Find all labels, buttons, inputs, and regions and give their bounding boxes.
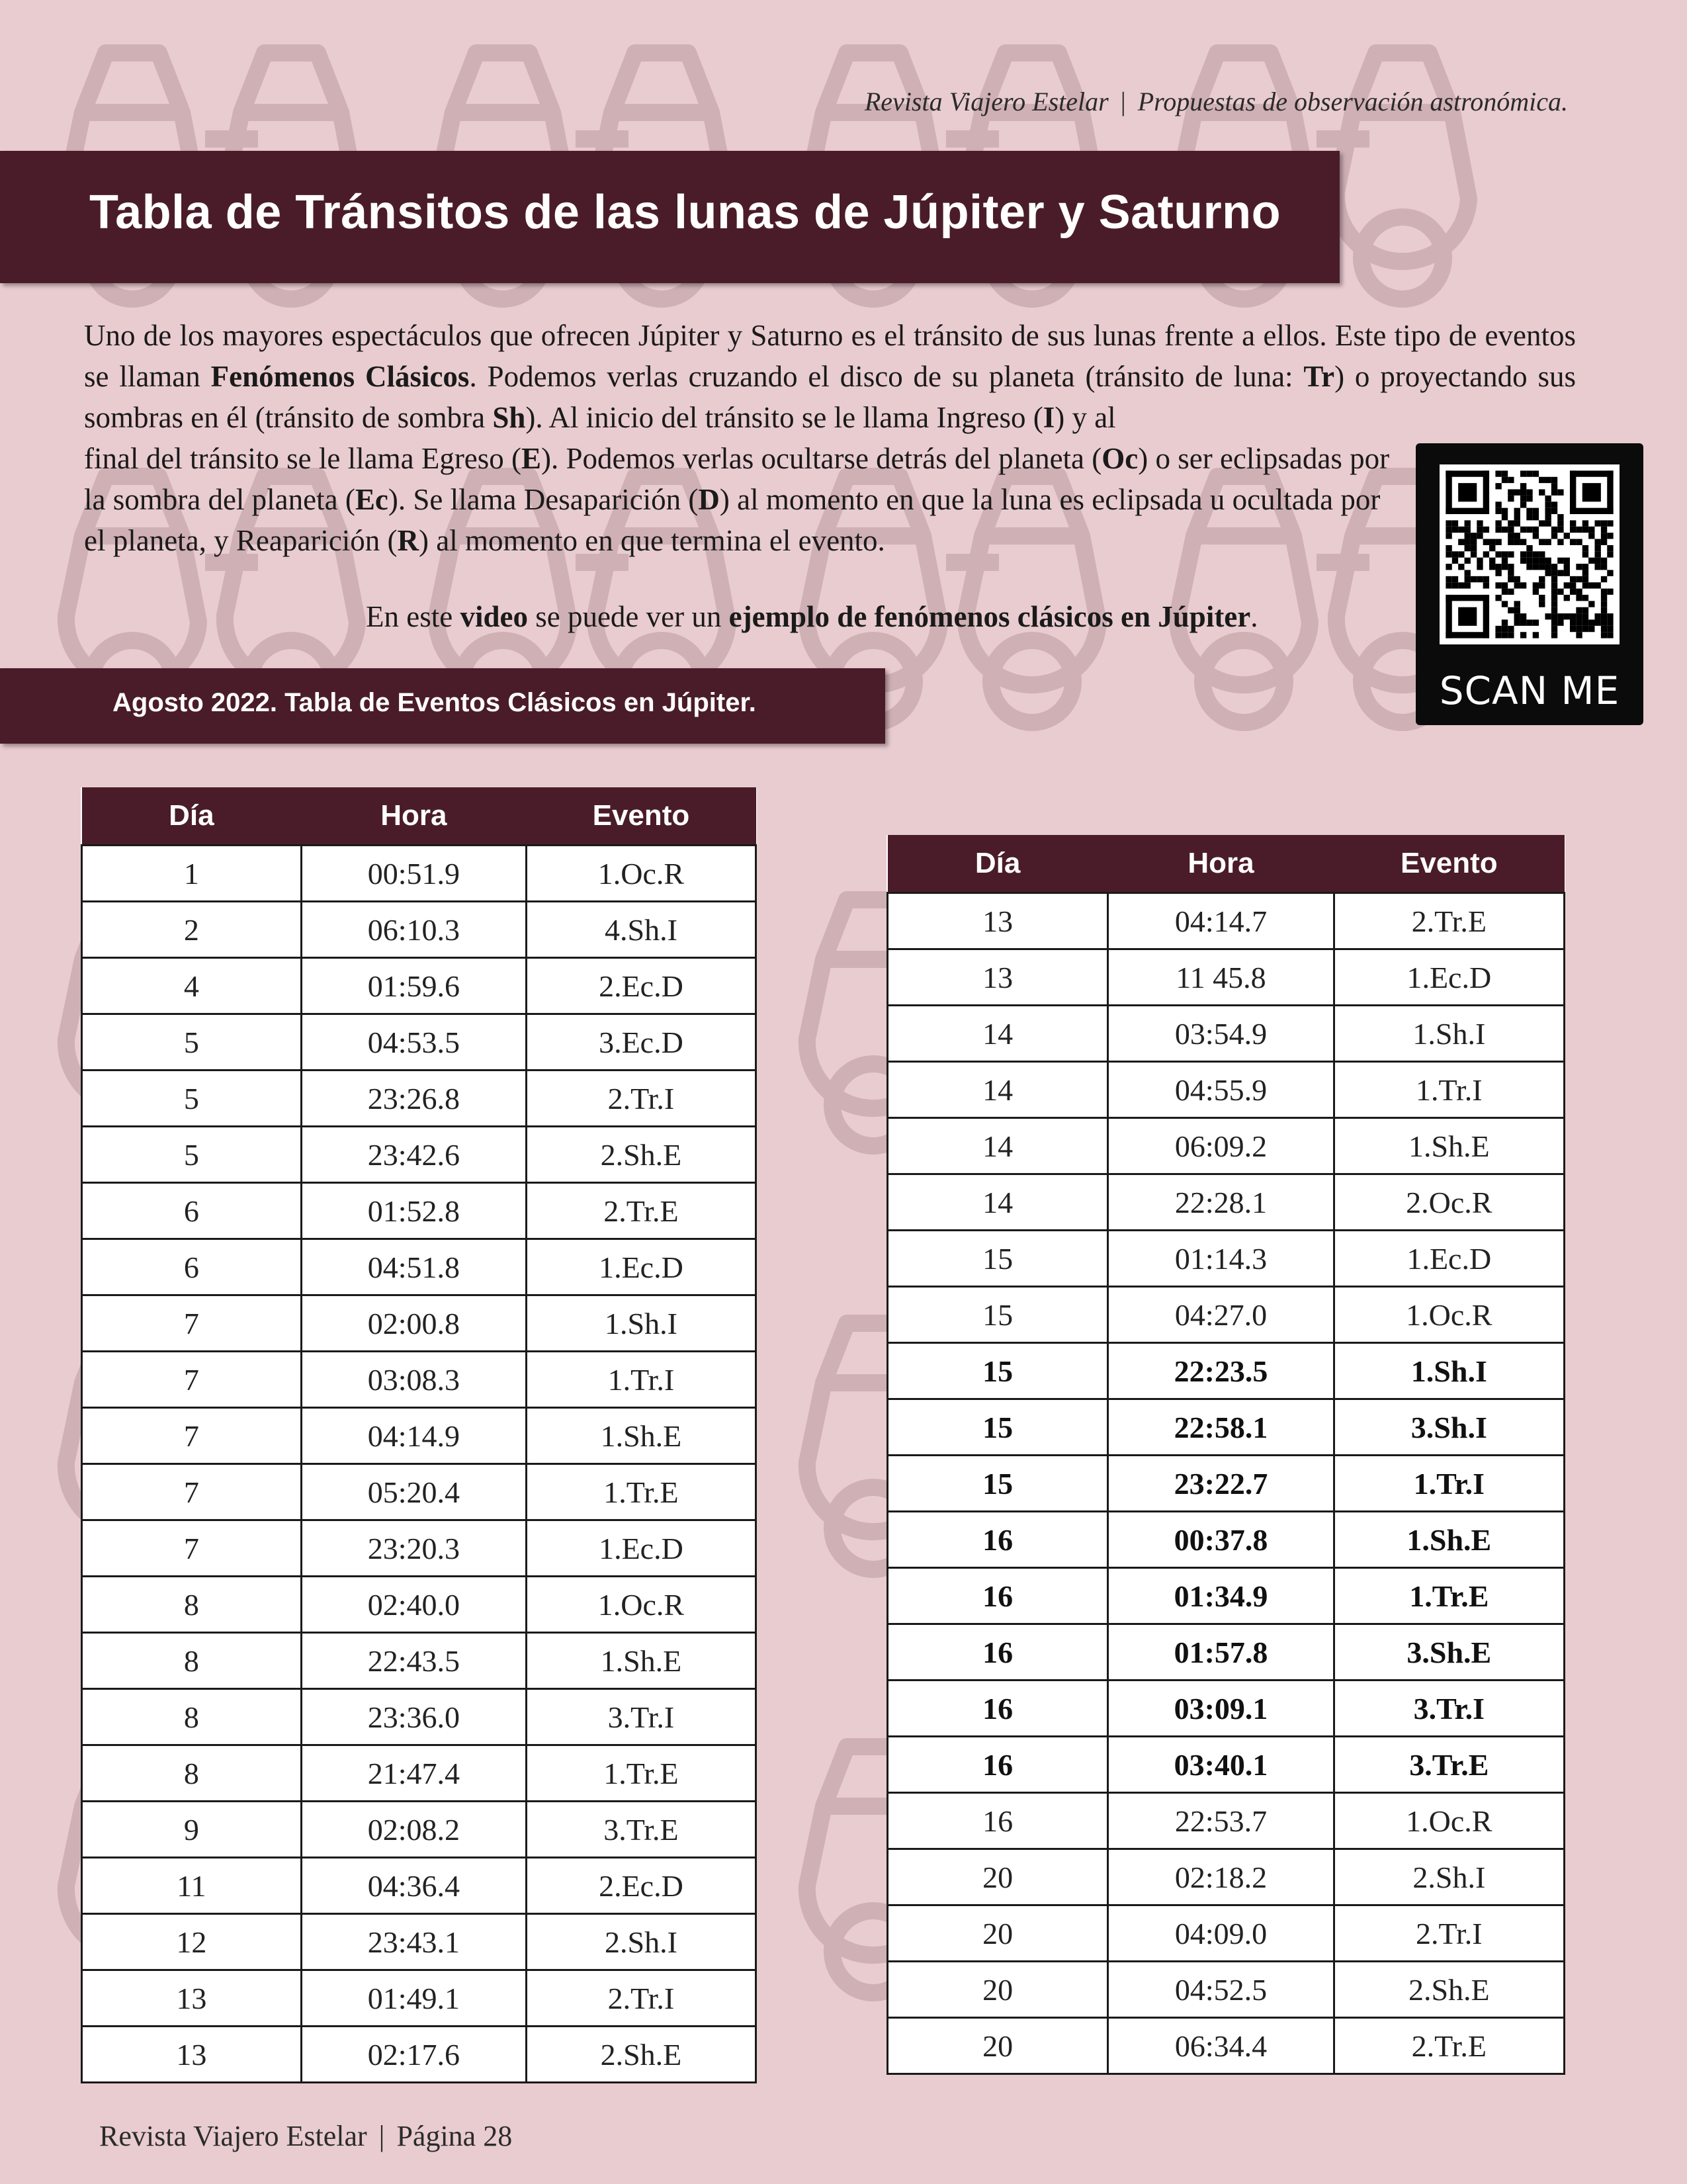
text-run: Uno de los mayores espectáculos que ofrecen Júpiter y Saturno es el tránsito de sus lunas frente a ellos. Este tipo de eventos se llaman	[84, 319, 1576, 393]
cell-evento: 2.Sh.E	[526, 1127, 756, 1183]
cell-evento: 3.Tr.E	[526, 1802, 756, 1858]
qr-code[interactable]	[1416, 443, 1643, 725]
cell-hora: 04:09.0	[1108, 1905, 1334, 1962]
cell-dia: 15	[888, 1231, 1108, 1287]
footer-separator: |	[378, 2120, 385, 2152]
cell-dia: 15	[888, 1343, 1108, 1399]
cell-dia: 14	[888, 1062, 1108, 1118]
cell-dia: 14	[888, 1118, 1108, 1174]
cell-evento: 1.Sh.E	[1334, 1118, 1564, 1174]
cell-dia: 16	[888, 1512, 1108, 1568]
cell-dia: 20	[888, 1905, 1108, 1962]
cell-evento: 2.Tr.I	[1334, 1905, 1564, 1962]
cell-evento: 1.Sh.I	[1334, 1343, 1564, 1399]
cell-dia: 13	[888, 949, 1108, 1006]
table-row	[82, 1014, 756, 1070]
cell-evento: 1.Tr.I	[526, 1352, 756, 1408]
table-row	[888, 2018, 1565, 2074]
cell-evento: 2.Tr.E	[1334, 893, 1564, 949]
cell-hora: 02:18.2	[1108, 1849, 1334, 1905]
cell-dia: 16	[888, 1624, 1108, 1681]
column-header-dia: Día	[82, 787, 302, 846]
intro-paragraph-1	[84, 315, 1576, 438]
cell-evento: 3.Ec.D	[526, 1014, 756, 1070]
cell-hora: 23:26.8	[301, 1070, 526, 1127]
cell-dia: 15	[888, 1287, 1108, 1343]
cell-hora: 03:08.3	[301, 1352, 526, 1408]
cell-hora: 23:20.3	[301, 1520, 526, 1577]
cell-hora: 02:00.8	[301, 1295, 526, 1352]
cell-hora: 01:14.3	[1108, 1231, 1334, 1287]
cell-dia: 7	[82, 1352, 302, 1408]
cell-hora: 22:28.1	[1108, 1174, 1334, 1231]
abbr-i: I	[1043, 401, 1055, 434]
text-run: ). Podemos verlas ocultarse detrás del planeta (	[541, 442, 1102, 475]
table-row	[82, 958, 756, 1014]
table-row	[888, 1568, 1565, 1624]
running-header	[865, 86, 1568, 117]
cell-hora: 06:09.2	[1108, 1118, 1334, 1174]
cell-evento: 1.Oc.R	[1334, 1287, 1564, 1343]
column-header-evento: Evento	[526, 787, 756, 846]
cell-evento: 2.Sh.I	[1334, 1849, 1564, 1905]
table-row	[888, 893, 1565, 949]
table-row	[82, 1352, 756, 1408]
table-row	[82, 1464, 756, 1520]
cell-evento: 1.Tr.I	[1334, 1456, 1564, 1512]
cell-evento: 1.Sh.I	[526, 1295, 756, 1352]
section-title: Agosto 2022. Tabla de Eventos Clásicos en Júpiter.	[112, 688, 756, 717]
cell-dia: 20	[888, 1849, 1108, 1905]
cell-dia: 5	[82, 1014, 302, 1070]
abbr-r: R	[397, 524, 419, 557]
cell-dia: 15	[888, 1399, 1108, 1456]
cell-dia: 16	[888, 1737, 1108, 1793]
table-header-row	[82, 787, 756, 846]
text-run: ) o ser eclipsadas por la sombra del planeta (	[84, 442, 1390, 516]
cell-dia: 9	[82, 1802, 302, 1858]
abbr-ec: Ec	[355, 483, 388, 516]
table-row	[888, 1287, 1565, 1343]
cell-dia: 20	[888, 2018, 1108, 2074]
video-topic: ejemplo de fenómenos clásicos en Júpiter	[728, 600, 1251, 633]
cell-hora: 22:58.1	[1108, 1399, 1334, 1456]
cell-dia: 20	[888, 1962, 1108, 2018]
cell-dia: 14	[888, 1174, 1108, 1231]
table-row	[888, 1231, 1565, 1287]
cell-evento: 2.Ec.D	[526, 1858, 756, 1914]
cell-dia: 13	[82, 2027, 302, 2083]
cell-evento: 1.Sh.E	[526, 1408, 756, 1464]
cell-evento: 1.Oc.R	[526, 846, 756, 902]
table-row	[888, 1849, 1565, 1905]
cell-dia: 6	[82, 1183, 302, 1239]
cell-hora: 02:17.6	[301, 2027, 526, 2083]
page-title: Tabla de Tránsitos de las lunas de Júpiter y Saturno	[89, 186, 1281, 239]
table-header-row	[888, 835, 1565, 893]
column-header-evento: Evento	[1334, 835, 1564, 893]
cell-hora: 01:59.6	[301, 958, 526, 1014]
scan-me-label: SCAN ME	[1439, 668, 1620, 713]
cell-evento: 1.Sh.E	[526, 1633, 756, 1689]
text-run: ) al momento en que la luna es eclipsada u ocultada por el planeta, y Reaparición (	[84, 483, 1381, 557]
cell-dia: 11	[82, 1858, 302, 1914]
cell-evento: 2.Sh.I	[526, 1914, 756, 1970]
table-row	[888, 1174, 1565, 1231]
abbr-oc: Oc	[1102, 442, 1139, 475]
cell-hora: 04:14.7	[1108, 893, 1334, 949]
cell-evento: 1.Oc.R	[1334, 1793, 1564, 1849]
cell-hora: 23:42.6	[301, 1127, 526, 1183]
table-row	[82, 1295, 756, 1352]
table-row	[82, 846, 756, 902]
text-run: ). Se llama Desaparición (	[388, 483, 699, 516]
cell-evento: 2.Oc.R	[1334, 1174, 1564, 1231]
cell-dia: 5	[82, 1070, 302, 1127]
cell-evento: 3.Tr.I	[1334, 1681, 1564, 1737]
cell-hora: 21:47.4	[301, 1745, 526, 1802]
cell-hora: 22:23.5	[1108, 1343, 1334, 1399]
table-row	[888, 1793, 1565, 1849]
cell-hora: 02:40.0	[301, 1577, 526, 1633]
cell-dia: 16	[888, 1568, 1108, 1624]
cell-evento: 1.Ec.D	[526, 1239, 756, 1295]
table-row	[82, 1689, 756, 1745]
table-row	[888, 1624, 1565, 1681]
column-header-hora: Hora	[1108, 835, 1334, 893]
cell-hora: 22:53.7	[1108, 1793, 1334, 1849]
cell-dia: 6	[82, 1239, 302, 1295]
table-row	[888, 1456, 1565, 1512]
text-run: . Podemos verlas cruzando el disco de su planeta (tránsito de luna:	[469, 360, 1304, 393]
text-run: ). Al inicio del tránsito se le llama Ingreso (	[525, 401, 1043, 434]
table-row	[82, 1070, 756, 1127]
cell-evento: 1.Tr.E	[526, 1745, 756, 1802]
cell-evento: 1.Ec.D	[526, 1520, 756, 1577]
cell-evento: 1.Sh.I	[1334, 1006, 1564, 1062]
cell-evento: 2.Tr.E	[526, 1183, 756, 1239]
header-subtitle: Propuestas de observación astronómica.	[1137, 87, 1568, 116]
cell-dia: 8	[82, 1689, 302, 1745]
cell-dia: 16	[888, 1793, 1108, 1849]
cell-hora: 04:52.5	[1108, 1962, 1334, 2018]
cell-evento: 2.Sh.E	[526, 2027, 756, 2083]
table-row	[82, 1408, 756, 1464]
video-link[interactable]: video	[460, 600, 528, 633]
text-run: se puede ver un	[527, 600, 729, 633]
cell-evento: 3.Sh.E	[1334, 1624, 1564, 1681]
cell-dia: 16	[888, 1681, 1108, 1737]
cell-hora: 06:34.4	[1108, 2018, 1334, 2074]
cell-dia: 14	[888, 1006, 1108, 1062]
abbr-tr: Tr	[1303, 360, 1335, 393]
page-number: Página 28	[396, 2120, 513, 2152]
cell-dia: 7	[82, 1408, 302, 1464]
cell-evento: 1.Oc.R	[526, 1577, 756, 1633]
text-run: En este	[366, 600, 460, 633]
text-run: .	[1250, 600, 1258, 633]
cell-hora: 00:51.9	[301, 846, 526, 902]
cell-evento: 1.Tr.E	[526, 1464, 756, 1520]
cell-hora: 01:52.8	[301, 1183, 526, 1239]
cell-hora: 03:09.1	[1108, 1681, 1334, 1737]
text-run: final del tránsito se le llama Egreso (	[84, 442, 522, 475]
cell-evento: 1.Tr.E	[1334, 1568, 1564, 1624]
table-row	[888, 1737, 1565, 1793]
cell-hora: 01:49.1	[301, 1970, 526, 2027]
table-row	[82, 1127, 756, 1183]
cell-hora: 06:10.3	[301, 902, 526, 958]
table-row	[82, 902, 756, 958]
cell-dia: 4	[82, 958, 302, 1014]
table-row	[888, 949, 1565, 1006]
cell-evento: 3.Sh.I	[1334, 1399, 1564, 1456]
table-row	[82, 1970, 756, 2027]
cell-dia: 15	[888, 1456, 1108, 1512]
footer-magazine-name: Revista Viajero Estelar	[99, 2120, 367, 2152]
table-row	[888, 1006, 1565, 1062]
cell-hora: 05:20.4	[301, 1464, 526, 1520]
cell-dia: 8	[82, 1577, 302, 1633]
text-run: ) al momento en que termina el evento.	[419, 524, 885, 557]
table-row	[888, 1118, 1565, 1174]
table-row	[82, 1802, 756, 1858]
text-run: ) y al	[1055, 401, 1116, 434]
section-banner	[0, 668, 885, 744]
cell-hora: 23:43.1	[301, 1914, 526, 1970]
table-row	[888, 1962, 1565, 2018]
abbr-d: D	[698, 483, 720, 516]
text-run: ) o proyectando sus sombras en él (tránsito de sombra	[84, 360, 1576, 434]
table-row	[888, 1681, 1565, 1737]
qr-matrix	[1440, 464, 1620, 644]
abbr-sh: Sh	[492, 401, 526, 434]
cell-hora: 22:43.5	[301, 1633, 526, 1689]
table-row	[82, 1745, 756, 1802]
cell-evento: 1.Sh.E	[1334, 1512, 1564, 1568]
header-magazine-name: Revista Viajero Estelar	[864, 87, 1109, 116]
title-banner	[0, 151, 1340, 283]
cell-evento: 2.Tr.I	[526, 1970, 756, 2027]
cell-hora: 04:27.0	[1108, 1287, 1334, 1343]
cell-dia: 8	[82, 1745, 302, 1802]
table-row	[82, 1577, 756, 1633]
table-row	[888, 1512, 1565, 1568]
events-table-right	[887, 835, 1565, 2075]
cell-evento: 2.Tr.I	[526, 1070, 756, 1127]
cell-dia: 13	[82, 1970, 302, 2027]
table-row	[82, 1914, 756, 1970]
cell-evento: 2.Tr.E	[1334, 2018, 1564, 2074]
cell-dia: 12	[82, 1914, 302, 1970]
term-fenomenos-clasicos: Fenómenos Clásicos	[210, 360, 470, 393]
cell-hora: 11 45.8	[1108, 949, 1334, 1006]
cell-dia: 1	[82, 846, 302, 902]
table-row	[82, 2027, 756, 2083]
cell-hora: 04:55.9	[1108, 1062, 1334, 1118]
cell-evento: 3.Tr.E	[1334, 1737, 1564, 1793]
table-row	[888, 1062, 1565, 1118]
table-row	[82, 1633, 756, 1689]
cell-hora: 23:22.7	[1108, 1456, 1334, 1512]
column-header-dia: Día	[888, 835, 1108, 893]
table-row	[82, 1858, 756, 1914]
cell-dia: 8	[82, 1633, 302, 1689]
table-row	[82, 1520, 756, 1577]
cell-hora: 03:40.1	[1108, 1737, 1334, 1793]
cell-hora: 00:37.8	[1108, 1512, 1334, 1568]
events-table-left	[81, 787, 757, 2083]
cell-hora: 04:51.8	[301, 1239, 526, 1295]
column-header-hora: Hora	[301, 787, 526, 846]
table-row	[82, 1239, 756, 1295]
cell-evento: 1.Ec.D	[1334, 949, 1564, 1006]
cell-evento: 2.Ec.D	[526, 958, 756, 1014]
table-row	[82, 1183, 756, 1239]
cell-hora: 01:34.9	[1108, 1568, 1334, 1624]
cell-evento: 3.Tr.I	[526, 1689, 756, 1745]
cell-hora: 23:36.0	[301, 1689, 526, 1745]
video-reference	[366, 599, 1258, 634]
cell-dia: 7	[82, 1520, 302, 1577]
cell-hora: 04:14.9	[301, 1408, 526, 1464]
cell-hora: 01:57.8	[1108, 1624, 1334, 1681]
cell-evento: 4.Sh.I	[526, 902, 756, 958]
table-row	[888, 1399, 1565, 1456]
cell-evento: 1.Tr.I	[1334, 1062, 1564, 1118]
cell-dia: 2	[82, 902, 302, 958]
cell-dia: 7	[82, 1464, 302, 1520]
table-row	[888, 1905, 1565, 1962]
cell-evento: 2.Sh.E	[1334, 1962, 1564, 2018]
cell-evento: 1.Ec.D	[1334, 1231, 1564, 1287]
cell-hora: 04:53.5	[301, 1014, 526, 1070]
intro-text	[84, 315, 1576, 561]
header-separator: |	[1120, 87, 1126, 116]
intro-paragraph-2	[84, 438, 1407, 561]
cell-dia: 13	[888, 893, 1108, 949]
table-row	[888, 1343, 1565, 1399]
page-footer	[99, 2119, 512, 2153]
cell-hora: 02:08.2	[301, 1802, 526, 1858]
cell-dia: 7	[82, 1295, 302, 1352]
abbr-e: E	[521, 442, 542, 475]
cell-dia: 5	[82, 1127, 302, 1183]
cell-hora: 04:36.4	[301, 1858, 526, 1914]
cell-hora: 03:54.9	[1108, 1006, 1334, 1062]
